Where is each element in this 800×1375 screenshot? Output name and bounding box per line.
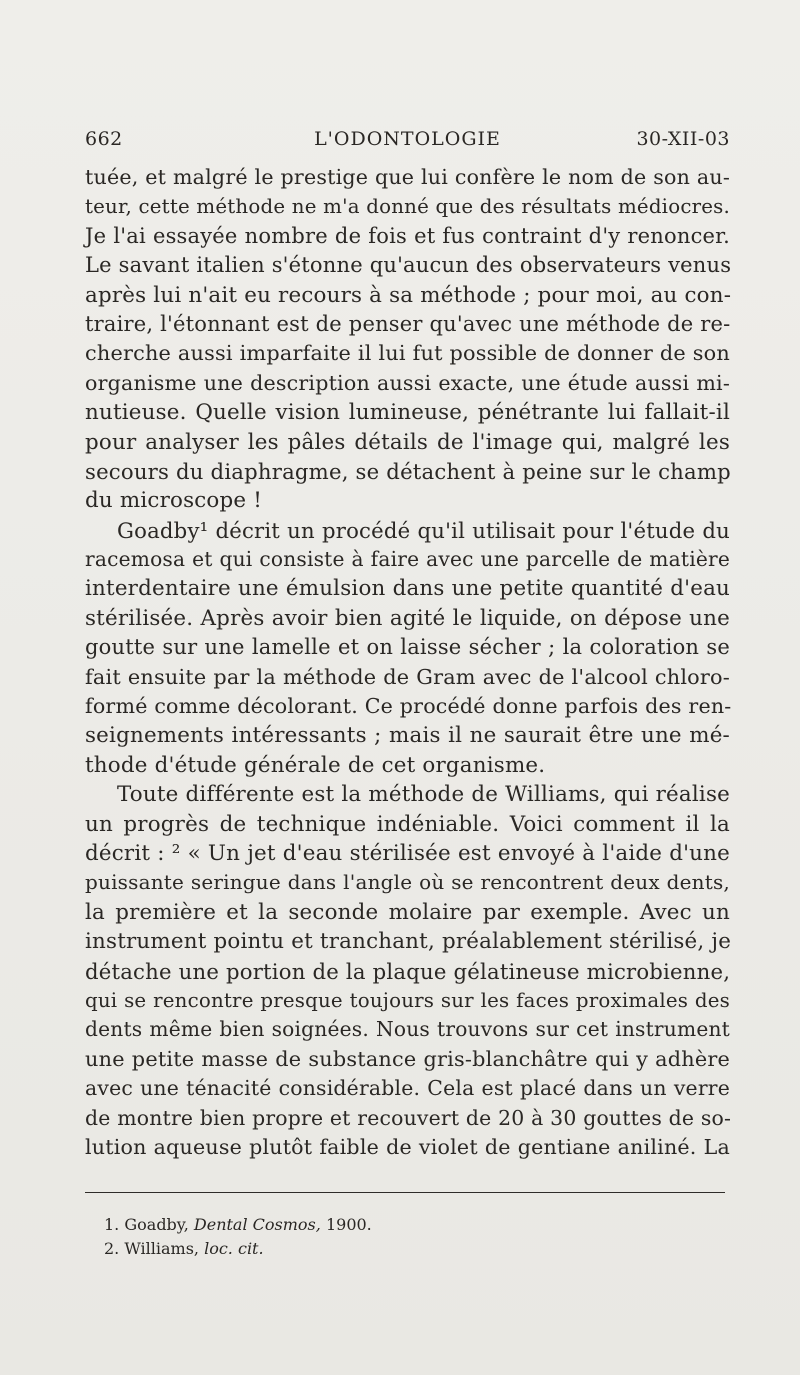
text-line: après lui n'ait eu recours à sa méthode ; pour moi, au con-: [85, 282, 732, 308]
text-line: Je l'ai essayée nombre de fois et fus contraint d'y renoncer.: [85, 223, 730, 248]
text-line: dents même bien soignées. Nous trouvons sur cet instrument: [85, 1017, 730, 1042]
text-line: tuée, et malgré le prestige que lui confère le nom de son au-: [85, 165, 730, 189]
text-line: instrument pointu et tranchant, préalablement stérilisé, je: [85, 929, 732, 955]
text-line: cherche aussi imparfaite il lui fut possible de donner de son: [85, 341, 730, 366]
journal-title: L'ODONTOLOGIE: [314, 128, 501, 150]
running-head: [85, 128, 730, 158]
text-line: Goadby¹ décrit un procédé qu'il utilisait pour l'étude du: [117, 517, 730, 543]
footnote-2-author: Williams,: [124, 1239, 199, 1258]
footnote-2-number: 2.: [104, 1239, 120, 1258]
text-line: lution aqueuse plutôt faible de violet de gentiane aniliné. La: [85, 1134, 730, 1159]
footnote-1: [104, 1213, 724, 1237]
text-line: pour analyser les pâles détails de l'image qui, malgré les: [85, 429, 730, 455]
text-line: stérilisée. Après avoir bien agité le liquide, on dépose une: [85, 605, 730, 631]
text-line: Toute différente est la méthode de Williams, qui réalise: [117, 782, 730, 808]
text-line: du microscope !: [85, 488, 263, 514]
text-line: Le savant italien s'étonne qu'aucun des observateurs venus: [85, 253, 732, 278]
footnote-2: [104, 1237, 724, 1261]
text-line: thode d'étude générale de cet organisme.: [85, 752, 546, 778]
text-line: goutte sur une lamelle et on laisse sécher ; la coloration se: [85, 635, 730, 660]
issue-date: 30-XII-03: [636, 128, 730, 150]
text-line: détache une portion de la plaque gélatineuse microbienne,: [85, 958, 731, 984]
text-line: traire, l'étonnant est de penser qu'avec une méthode de re-: [85, 311, 731, 336]
text-line: nutieuse. Quelle vision lumineuse, pénétrante lui fallait-il: [85, 400, 730, 426]
text-line: teur, cette méthode ne m'a donné que des résultats médiocres.: [85, 195, 730, 219]
footnote-1-author: Goadby,: [124, 1215, 189, 1234]
text-line: seignements intéressants ; mais il ne saurait être une mé-: [85, 723, 730, 749]
text-line: interdentaire une émulsion dans une petite quantité d'eau: [85, 576, 730, 602]
text-line: avec une ténacité considérable. Cela est placé dans un verre: [85, 1076, 730, 1101]
text-line: fait ensuite par la méthode de Gram avec de l'alcool chloro-: [85, 664, 730, 689]
text-line: qui se rencontre presque toujours sur les faces proximales des: [85, 988, 730, 1012]
text-line: une petite masse de substance gris-blanchâtre qui y adhère: [85, 1046, 730, 1071]
footnote-1-number: 1.: [104, 1215, 120, 1234]
text-line: la première et la seconde molaire par exemple. Avec un: [85, 899, 730, 925]
text-line: un progrès de technique indéniable. Voici comment il la: [85, 811, 730, 837]
footnote-1-detail: 1900.: [325, 1215, 372, 1234]
footnotes: [104, 1213, 724, 1261]
text-line: de montre bien propre et recouvert de 20 à 30 gouttes de so-: [85, 1105, 732, 1130]
text-line: formé comme décolorant. Ce procédé donne parfois des ren-: [85, 694, 732, 719]
footnote-rule: [85, 1192, 725, 1193]
text-line: décrit : ² « Un jet d'eau stérilisée est envoyé à l'aide d'une: [85, 840, 730, 866]
page-number: 662: [85, 128, 123, 150]
text-line: puissante seringue dans l'angle où se rencontrent deux dents,: [85, 870, 730, 895]
text-line: organisme une description aussi exacte, une étude aussi mi-: [85, 370, 730, 395]
footnote-2-source: loc. cit.: [204, 1239, 264, 1258]
footnote-1-source: Dental Cosmos,: [193, 1215, 321, 1234]
text-line: secours du diaphragme, se détachent à peine sur le champ: [85, 458, 731, 484]
text-line: racemosa et qui consiste à faire avec une parcelle de matière: [85, 547, 730, 572]
body-text: [85, 163, 730, 1162]
